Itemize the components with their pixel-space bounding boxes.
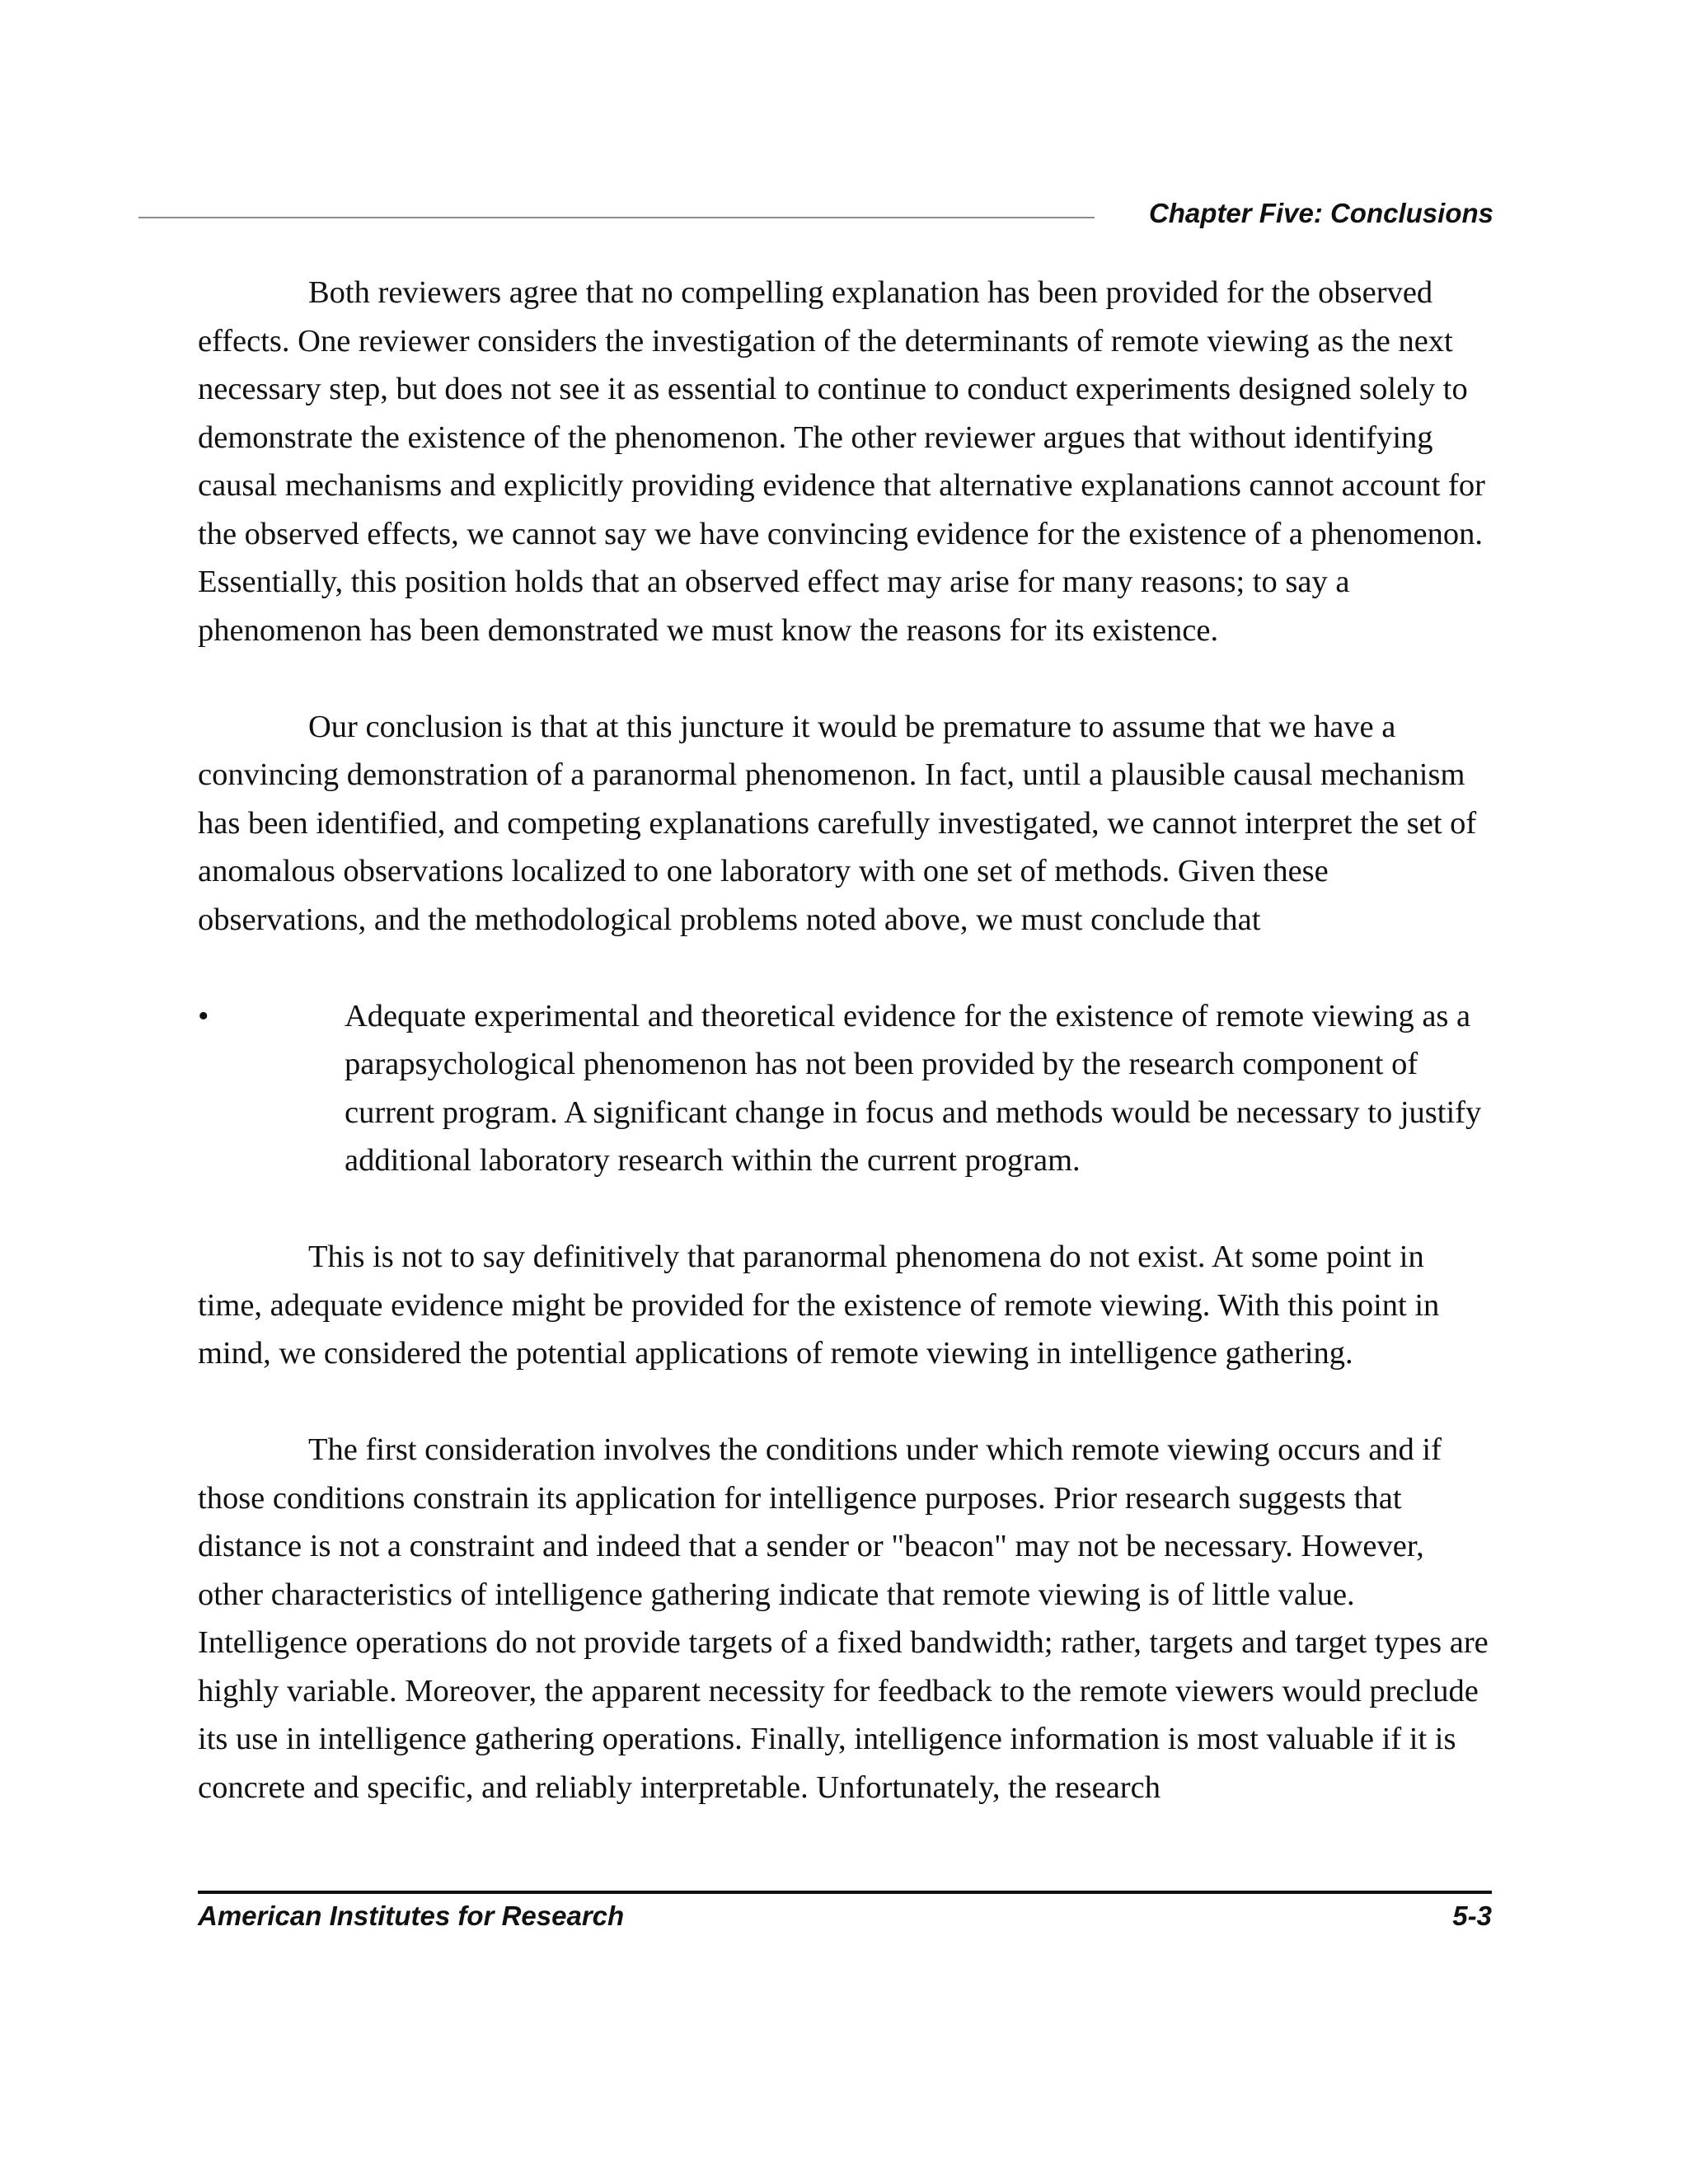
paragraph-not-definitive: This is not to say definitively that paranormal phenomena do not exist. At some point in time, adequate evidence might be provided for the existence of remote viewing. With this point in mind, we considered the potential applications of remote viewing in intelligence gathering. bbox=[198, 1240, 1440, 1371]
header-rule bbox=[138, 217, 1095, 218]
paragraph-conclusion: Our conclusion is that at this juncture it would be premature to assume that we have a convincing demonstration of a paranormal phenomenon. In fact, until a plausible causal mechanism has been identified, and competing explanations carefully investigated, we cannot interpret the set of anomalous observations localized to one laboratory with one set of methods. Given these observations, and the methodological problems noted above, we must conclude that bbox=[198, 709, 1477, 937]
chapter-title: Chapter Five: Conclusions bbox=[1148, 198, 1493, 228]
page-body bbox=[198, 269, 1492, 1860]
page-number: 5-3 bbox=[1452, 1900, 1492, 1931]
bullet-item bbox=[198, 992, 1492, 1185]
footer-organization: American Institutes for Research bbox=[198, 1900, 625, 1931]
paragraph-first-consideration: The first consideration involves the conditions under which remote viewing occurs and if those conditions constrain its application for intelligence purposes. Prior research suggests that distance is not a constraint and indeed that a sender or "beacon" may not be necessary. However, other characteristics of intelligence gathering indicate that remote viewing is of little value. Intelligence operations do not provide targets of a fixed bandwidth; rather, targets and target types are highly variable. Moreover, the apparent necessity for feedback to the remote viewers would preclude its use in intelligence gathering operations. Finally, intelligence information is most valuable if it is concrete and specific, and reliably interpretable. Unfortunately, the research bbox=[198, 1432, 1489, 1805]
footer-rule bbox=[198, 1891, 1492, 1894]
bullet-text: Adequate experimental and theoretical evidence for the existence of remote viewing as a parapsychological phenomenon has not been provided by the research component of current program. A significant change in focus and methods would be necessary to justify additional laboratory research within the current program. bbox=[345, 998, 1482, 1178]
paragraph-reviewers: Both reviewers agree that no compelling explanation has been provided for the observed effects. One reviewer considers the investigation of the determinants of remote viewing as the next necessary step, but does not see it as essential to continue to conduct experiments designed solely to demonstrate the existence of the phenomenon. The other reviewer argues that without identifying causal mechanisms and explicitly providing evidence that alternative explanations cannot account for the observed effects, we cannot say we have convincing evidence for the existence of a phenomenon. Essentially, this position holds that an observed effect may arise for many reasons; to say a phenomenon has been demonstrated we must know the reasons for its existence. bbox=[198, 275, 1485, 648]
bullet-icon: • bbox=[198, 998, 209, 1033]
